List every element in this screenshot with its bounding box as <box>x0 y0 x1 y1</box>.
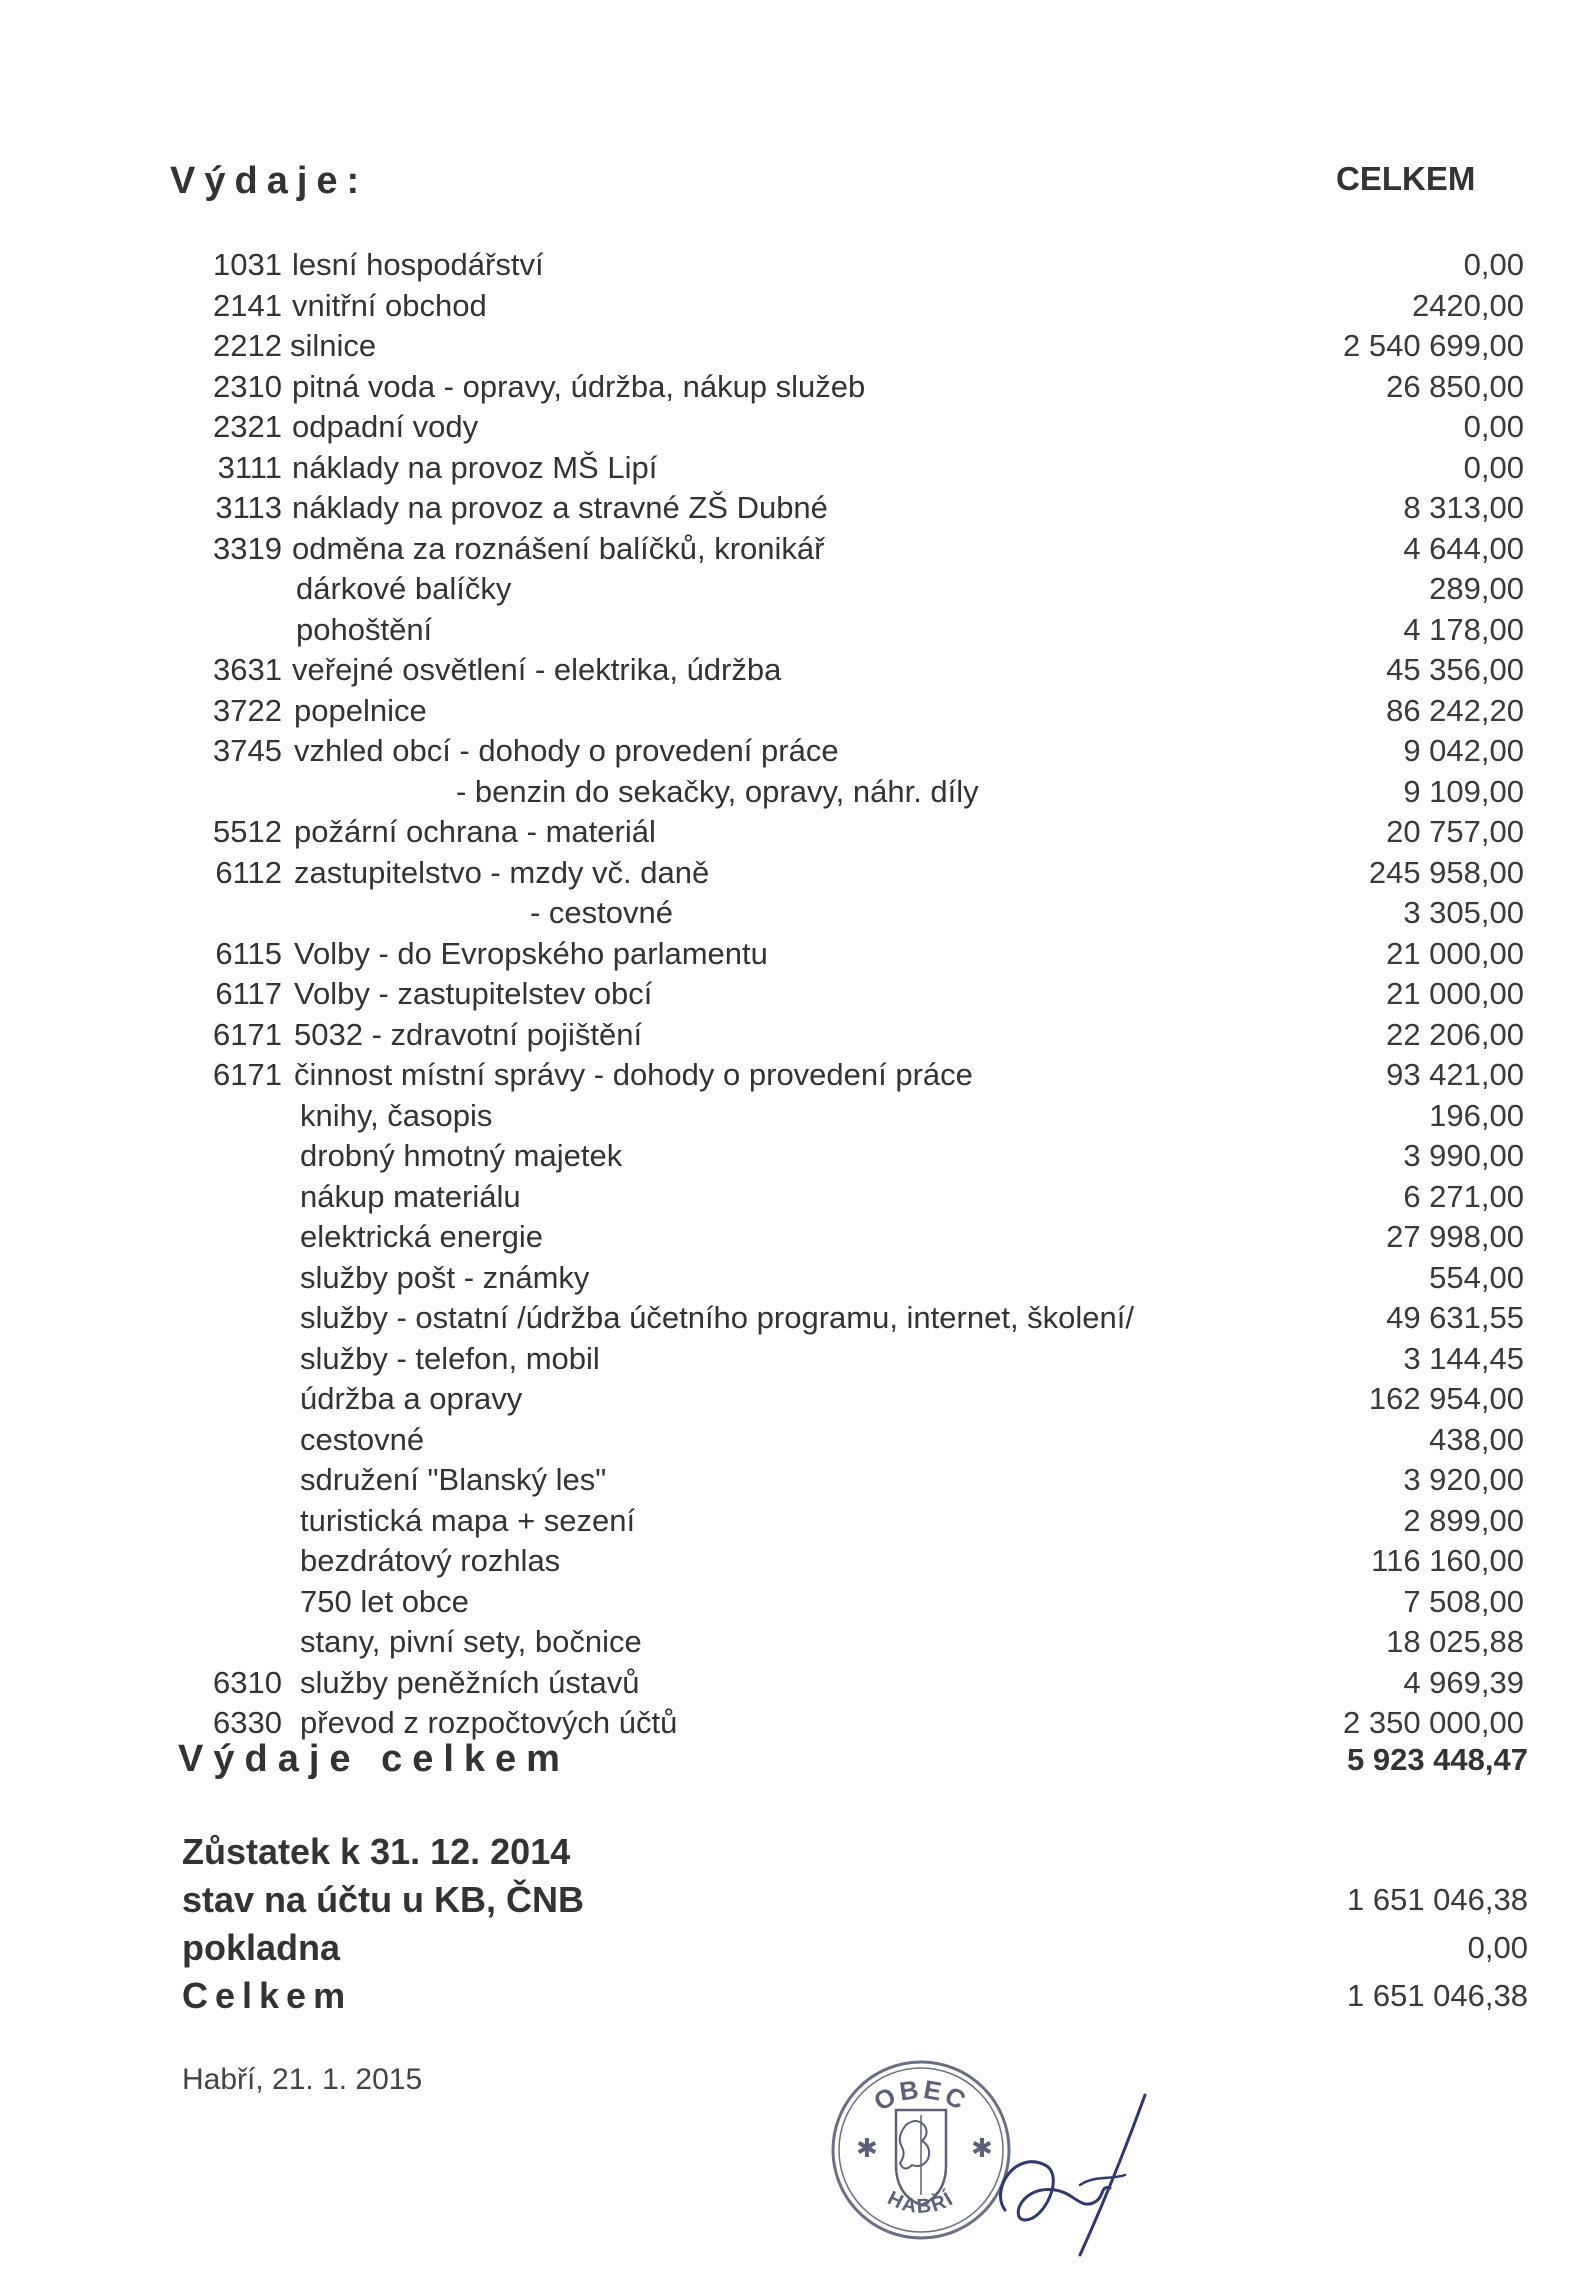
summary-row <box>182 1876 1528 1924</box>
expense-row <box>0 974 1582 1015</box>
expense-label: 5032 - zdravotní pojištění <box>294 1016 643 1052</box>
expense-label: pohoštění <box>296 611 433 647</box>
expense-amount: 7 508,00 <box>1403 1583 1524 1619</box>
expense-label: služby - telefon, mobil <box>300 1340 600 1376</box>
expense-amount: 6 271,00 <box>1403 1178 1524 1214</box>
expense-label: Volby - zastupitelstev obcí <box>294 976 653 1011</box>
expense-label: služby peněžních ústavů <box>300 1664 640 1700</box>
summary-label: pokladna <box>182 1927 341 1968</box>
expense-row <box>0 731 1582 772</box>
expense-label: nákup materiálu <box>300 1178 521 1214</box>
expense-row <box>0 1379 1582 1420</box>
expense-amount: 196,00 <box>1429 1097 1524 1133</box>
expense-amount: 289,00 <box>1429 571 1524 606</box>
expense-row <box>0 1582 1582 1623</box>
expense-amount: 3 305,00 <box>1403 895 1524 930</box>
expense-label: drobný hmotný majetek <box>300 1138 623 1173</box>
expense-row <box>0 1298 1582 1339</box>
expense-row <box>0 1055 1582 1096</box>
expense-row <box>0 1217 1582 1258</box>
expense-code: 6310 <box>213 1664 282 1700</box>
expense-code: 2212 <box>213 328 282 363</box>
expense-row <box>0 286 1582 327</box>
expense-label: odpadní vody <box>292 409 479 444</box>
svg-text:✱: ✱ <box>856 2134 878 2164</box>
expense-label: náklady na provoz MŠ Lipí <box>292 449 658 485</box>
expense-label: - cestovné <box>530 895 674 930</box>
place-date: Habří, 21. 1. 2015 <box>182 2063 423 2096</box>
expense-amount: 26 850,00 <box>1386 368 1524 404</box>
expense-label: veřejné osvětlení - elektrika, údržba <box>292 652 782 687</box>
expense-amount: 45 356,00 <box>1386 652 1524 687</box>
expense-row <box>0 1420 1582 1461</box>
expense-code: 6171 <box>213 1016 282 1052</box>
expense-amount: 27 998,00 <box>1386 1219 1524 1254</box>
column-header-total: CELKEM <box>1336 160 1476 197</box>
expense-label: odměna za roznášení balíčků, kronikář <box>292 530 825 566</box>
expense-label: knihy, časopis <box>300 1097 493 1133</box>
summary-amount: 0,00 <box>1467 1930 1528 1965</box>
expense-row <box>0 569 1582 610</box>
expense-row <box>0 812 1582 853</box>
expense-row <box>0 448 1582 489</box>
expense-label: činnost místní správy - dohody o provedení práce <box>294 1057 973 1092</box>
expense-amount: 86 242,20 <box>1386 692 1524 728</box>
expense-row <box>0 1460 1582 1501</box>
expense-amount: 116 160,00 <box>1371 1543 1524 1578</box>
summary-row <box>182 1924 1528 1972</box>
expense-row <box>0 1096 1582 1137</box>
expense-amount: 2 350 000,00 <box>1342 1705 1524 1740</box>
summary-amount: 1 651 046,38 <box>1346 1882 1528 1917</box>
expense-code: 6115 <box>215 935 282 971</box>
expense-row <box>0 610 1582 651</box>
expense-label: bezdrátový rozhlas <box>300 1543 561 1578</box>
expense-code: 6112 <box>215 854 282 890</box>
expenses-total-label: Výdaje celkem <box>178 1738 570 1780</box>
stamp-top-text: OBEC <box>868 2073 974 2117</box>
expense-amount: 3 920,00 <box>1403 1462 1524 1497</box>
expense-label: Volby - do Evropského parlamentu <box>294 935 768 971</box>
expense-label: popelnice <box>294 692 427 728</box>
expense-row <box>0 1136 1582 1177</box>
summary-label: Celkem <box>182 1975 353 2016</box>
expense-row <box>0 1339 1582 1380</box>
expense-label: pitná voda - opravy, údržba, nákup služeb <box>292 368 866 404</box>
handwritten-signature <box>985 2090 1155 2260</box>
summary-row <box>182 1972 1528 2020</box>
expense-code: 3745 <box>213 733 282 768</box>
expense-code: 2310 <box>213 368 282 404</box>
expense-amount: 18 025,88 <box>1386 1624 1524 1659</box>
expense-amount: 0,00 <box>1463 449 1524 485</box>
balance-summary <box>182 1828 1528 2020</box>
expense-label: náklady na provoz a stravné ZŠ Dubné <box>292 490 828 525</box>
expense-code: 2141 <box>213 287 282 323</box>
expense-row <box>0 893 1582 934</box>
expense-row <box>0 529 1582 570</box>
expense-amount: 4 178,00 <box>1403 611 1524 647</box>
expense-code: 3631 <box>213 652 282 687</box>
expense-amount: 0,00 <box>1463 409 1524 444</box>
expense-label: vzhled obcí - dohody o provedení práce <box>294 733 839 768</box>
expense-row <box>0 1015 1582 1056</box>
expense-code: 6117 <box>215 976 282 1011</box>
expense-label: cestovné <box>300 1421 425 1457</box>
summary-amount: 1 651 046,38 <box>1346 1978 1528 2013</box>
expense-label: převod z rozpočtových účtů <box>300 1705 678 1740</box>
expense-label: turistická mapa + sezení <box>300 1502 636 1538</box>
expense-code: 2321 <box>213 409 282 444</box>
expense-label: lesní hospodářství <box>292 247 544 282</box>
expense-code: 3319 <box>213 530 282 566</box>
expense-label: služby pošt - známky <box>300 1259 590 1295</box>
expense-amount: 3 990,00 <box>1403 1138 1524 1173</box>
expense-row <box>0 1663 1582 1704</box>
expense-label: služby - ostatní /údržba účetního programu, internet, školení/ <box>300 1300 1135 1335</box>
expense-rows <box>0 245 1582 1744</box>
expense-amount: 245 958,00 <box>1368 854 1524 890</box>
expense-label: dárkové balíčky <box>296 571 512 606</box>
expense-amount: 9 042,00 <box>1403 733 1524 768</box>
expense-amount: 554,00 <box>1429 1259 1524 1295</box>
expense-row <box>0 853 1582 894</box>
expense-amount: 20 757,00 <box>1386 814 1524 849</box>
expense-label: - benzin do sekačky, opravy, náhr. díly <box>456 773 979 809</box>
expense-label: silnice <box>290 328 377 363</box>
expense-code: 3113 <box>215 490 282 525</box>
expense-code: 3722 <box>213 692 282 728</box>
expense-amount: 2 540 699,00 <box>1342 328 1524 363</box>
expense-code: 1031 <box>213 247 282 282</box>
expense-label: 750 let obce <box>300 1583 469 1619</box>
expense-row <box>0 1258 1582 1299</box>
summary-label: Zůstatek k 31. 12. 2014 <box>182 1831 571 1872</box>
page-heading: Výdaje: <box>170 160 369 202</box>
summary-row <box>182 1828 1528 1876</box>
expense-code: 3111 <box>217 449 282 485</box>
expense-amount: 21 000,00 <box>1386 935 1524 971</box>
expense-row <box>0 407 1582 448</box>
expense-row <box>0 650 1582 691</box>
expense-row <box>0 772 1582 813</box>
expense-row <box>0 245 1582 286</box>
summary-label: stav na účtu u KB, ČNB <box>182 1879 585 1920</box>
expense-amount: 438,00 <box>1429 1421 1524 1457</box>
expense-label: zastupitelstvo - mzdy vč. daně <box>294 854 710 890</box>
expense-amount: 8 313,00 <box>1403 490 1524 525</box>
expenses-total <box>178 1738 1528 1781</box>
expense-label: stany, pivní sety, bočnice <box>300 1624 642 1659</box>
expense-row <box>0 934 1582 975</box>
expense-row <box>0 1622 1582 1663</box>
expense-label: elektrická energie <box>300 1219 543 1254</box>
expense-amount: 93 421,00 <box>1386 1057 1524 1092</box>
expense-code: 5512 <box>213 814 282 849</box>
expense-amount: 4 969,39 <box>1403 1664 1524 1700</box>
expense-amount: 21 000,00 <box>1386 976 1524 1011</box>
expense-row <box>0 326 1582 367</box>
expense-label: vnitřní obchod <box>292 287 487 323</box>
expense-label: údržba a opravy <box>300 1381 523 1416</box>
expense-amount: 9 109,00 <box>1403 773 1524 809</box>
expense-amount: 4 644,00 <box>1403 530 1524 566</box>
expense-code: 6171 <box>213 1057 282 1092</box>
expense-amount: 3 144,45 <box>1403 1340 1524 1376</box>
expense-amount: 162 954,00 <box>1368 1381 1524 1416</box>
expense-row <box>0 1541 1582 1582</box>
svg-text:✱: ✱ <box>971 2134 993 2164</box>
expense-row <box>0 367 1582 408</box>
expense-amount: 0,00 <box>1463 247 1524 282</box>
stamp-bottom-text: HABŘÍ <box>883 2187 959 2219</box>
expense-amount: 22 206,00 <box>1386 1016 1524 1052</box>
expense-amount: 49 631,55 <box>1386 1300 1524 1335</box>
expense-row <box>0 1501 1582 1542</box>
expense-amount: 2 899,00 <box>1403 1502 1524 1538</box>
expense-label: požární ochrana - materiál <box>294 814 656 849</box>
expense-row <box>0 488 1582 529</box>
expense-row <box>0 691 1582 732</box>
expense-label: sdružení "Blanský les" <box>300 1462 607 1497</box>
expense-code: 6330 <box>213 1705 282 1740</box>
expense-amount: 2420,00 <box>1411 287 1524 323</box>
expense-row <box>0 1177 1582 1218</box>
expenses-total-amount: 5 923 448,47 <box>1346 1742 1528 1777</box>
